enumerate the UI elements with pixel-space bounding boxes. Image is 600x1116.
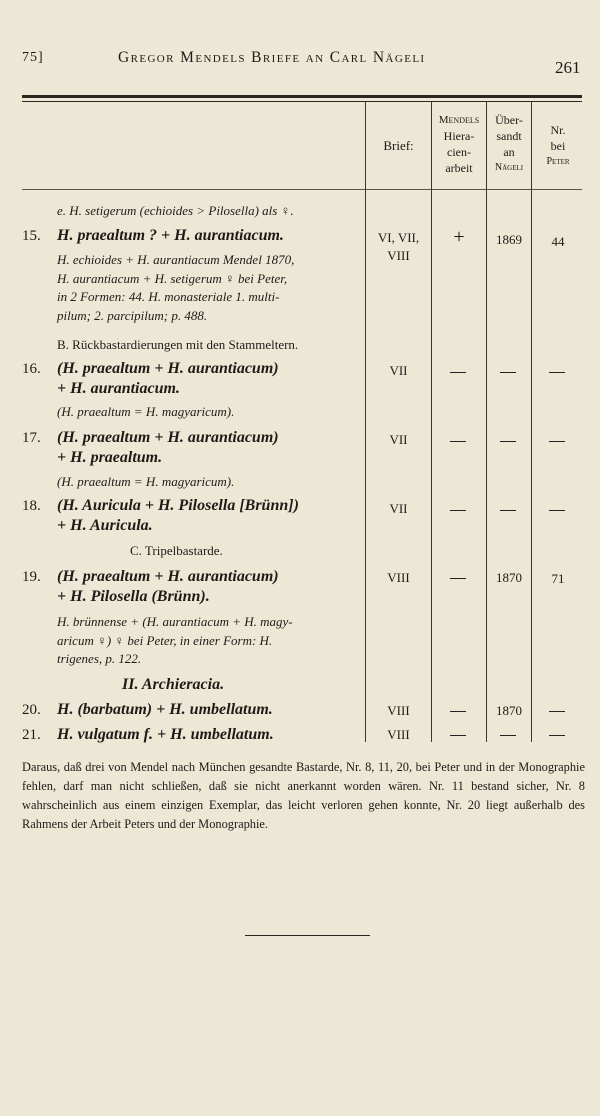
column-header-mendels-line: arbeit — [445, 161, 473, 175]
row-17-mendels-dash — [450, 441, 466, 442]
column-header-nr-peter — [532, 122, 584, 170]
page-number: 261 — [555, 58, 581, 77]
column-header-mendels — [432, 112, 486, 176]
end-rule — [245, 935, 370, 936]
row-15-ubersandt: 1869 — [496, 232, 522, 247]
row-19-title-2: + H. Pilosella (Brünn). — [57, 588, 210, 605]
row-16-note: (H. praealtum = H. magyaricum). — [57, 404, 235, 419]
row-18-ubersandt-dash — [500, 510, 516, 511]
section-ii-heading: II. Archieracia. — [122, 676, 225, 693]
row-19-note — [57, 613, 293, 669]
column-header-ubersandt-line: Über- — [495, 113, 523, 127]
row-20-number: 20. — [22, 702, 41, 718]
row-19-note-line: H. brünnense + (H. aurantiacum + H. magy- — [57, 614, 293, 629]
table-header-rule — [22, 189, 582, 190]
row-15-mendels: + — [453, 226, 465, 248]
row-16-title: (H. praealtum + H. aurantiacum) — [57, 360, 279, 377]
row-17-brief: VII — [389, 432, 408, 447]
row-19-note-line: aricum ♀) ♀ bei Peter, in einer Form: H. — [57, 632, 273, 648]
row-15-note-line: pilum; 2. parcipilum; p. 488. — [57, 307, 208, 323]
running-title: Gregor Mendels Briefe an Carl Nägeli — [118, 49, 426, 66]
column-header-mendels-line: cien- — [447, 145, 471, 159]
row-19-ubersandt: 1870 — [496, 570, 522, 585]
row-21-mendels-dash — [450, 735, 466, 736]
row-20-ubersandt: 1870 — [496, 703, 522, 718]
column-divider — [486, 102, 487, 742]
row-19-mendels-dash — [450, 578, 466, 579]
row-15-number: 15. — [22, 228, 41, 244]
section-c-heading: C. Tripelbastarde. — [130, 543, 223, 558]
row-18-title: (H. Auricula + H. Pilosella [Brünn]) — [57, 497, 299, 514]
table-top-rule-thick — [22, 95, 582, 98]
row-15-note-line: H. echioides + H. aurantiacum Mendel 1870, — [57, 252, 295, 267]
row-18-mendels-dash — [450, 510, 466, 511]
row-19-number: 19. — [22, 569, 41, 585]
row-15-note-line: H. aurantiacum + H. setigerum ♀ bei Peter, — [57, 270, 288, 286]
row-19-title: (H. praealtum + H. aurantiacum) — [57, 568, 279, 585]
row-18-nr-dash — [549, 510, 565, 511]
row-16-brief: VII — [389, 363, 408, 378]
row-15-brief: VI, VII, — [377, 230, 420, 245]
row-21-brief: VIII — [387, 727, 410, 742]
column-header-ubersandt — [487, 112, 531, 176]
row-19-note-line: trigenes, p. 122. — [57, 651, 142, 666]
row-21-ubersandt-dash — [500, 735, 516, 736]
row-17-ubersandt-dash — [500, 441, 516, 442]
table-top-rule-thin — [22, 101, 582, 102]
row-20-brief: VIII — [387, 703, 410, 718]
row-21-number: 21. — [22, 727, 41, 743]
column-divider — [431, 102, 432, 742]
row-19-brief: VIII — [387, 570, 410, 585]
row-16-mendels-dash — [450, 372, 466, 373]
row-20-title: H. (barbatum) + H. umbellatum. — [57, 701, 273, 718]
row-20-mendels-dash — [450, 711, 466, 712]
row-21-title: H. vulgatum f. + H. umbellatum. — [57, 726, 274, 743]
row-15-note — [57, 251, 294, 325]
column-divider — [365, 102, 366, 742]
column-header-ubersandt-line: sandt — [496, 129, 522, 143]
row-18-number: 18. — [22, 498, 41, 514]
row-15-note-line: in 2 Formen: 44. H. monasteriale 1. multi- — [57, 289, 280, 304]
column-header-nr-line: Peter — [546, 156, 570, 167]
closing-paragraph: Daraus, daß drei von Mendel nach München gesandte Bastarde, Nr. 8, 11, 20, bei Peter und in der Monographie fehlen, darf man nicht schließen, daß sie nicht anerkannt worden wären. Nr. 11 bestand sicher, Nr. 8 wahrscheinlich aus einem einzigen Exemplar, das leicht verloren gehen konnte, Nr. 20 liegt außerhalb des Rahmens der Arbeit Peters und der Monographie. — [22, 760, 585, 831]
column-divider — [531, 102, 532, 742]
column-header-nr-line: bei — [550, 139, 566, 153]
column-header-mendels-line: Hiera- — [443, 129, 475, 143]
row-21-nr-dash — [549, 735, 565, 736]
row-18-title-2: + H. Auricula. — [57, 517, 153, 534]
row-15-nr: 44 — [551, 234, 565, 249]
row-17-title: (H. praealtum + H. aurantiacum) — [57, 429, 279, 446]
row-17-nr-dash — [549, 441, 565, 442]
column-header-mendels-line: Mendels — [438, 114, 480, 126]
column-header-nr-line: Nr. — [550, 123, 566, 137]
row-17-number: 17. — [22, 430, 41, 446]
row-15-title: H. praealtum ? + H. aurantiacum. — [57, 227, 284, 244]
row-18-brief: VII — [389, 501, 408, 516]
row-16-ubersandt-dash — [500, 372, 516, 373]
row-16-number: 16. — [22, 361, 41, 377]
row-17-note: (H. praealtum = H. magyaricum). — [57, 474, 235, 489]
row-16-title-2: + H. aurantiacum. — [57, 380, 180, 397]
row-19-nr: 71 — [551, 571, 565, 586]
column-header-ubersandt-line: Nägeli — [494, 162, 524, 173]
row-20-nr-dash — [549, 711, 565, 712]
row-15-brief-2: VIII — [387, 248, 410, 263]
column-header-brief: Brief: — [383, 138, 414, 153]
row-17-title-2: + H. praealtum. — [57, 449, 163, 466]
column-header-ubersandt-line: an — [503, 145, 515, 159]
header-left-ref: 75] — [22, 50, 44, 65]
section-b-heading: B. Rückbastardierungen mit den Stammeltern. — [57, 337, 299, 352]
row-e-text: e. H. setigerum (echioides > Pilosella) als ♀. — [57, 203, 294, 218]
row-16-nr-dash — [549, 372, 565, 373]
